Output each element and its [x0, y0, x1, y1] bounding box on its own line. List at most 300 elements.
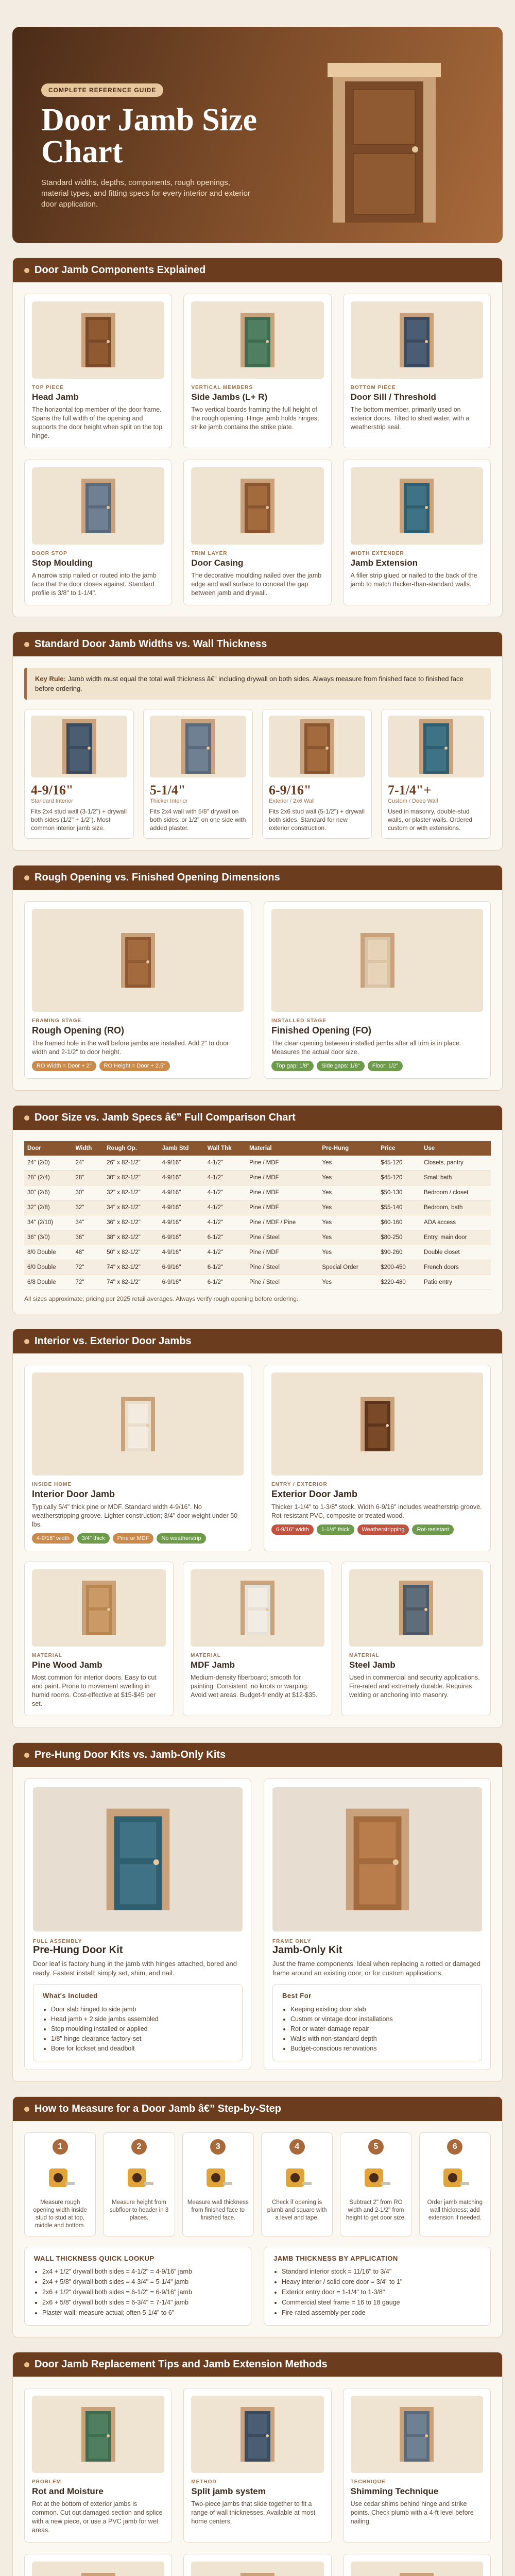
- kit-list-item: • Stop moulding installed or applied: [51, 2024, 233, 2034]
- table-cell: Yes: [319, 1171, 377, 1185]
- kit-card: [24, 1778, 251, 2070]
- jamb-title: Exterior Door Jamb: [271, 1489, 358, 1499]
- table-cell: Yes: [319, 1200, 377, 1215]
- spec-chip: No weatherstrip: [157, 1533, 205, 1544]
- width-image: [31, 716, 127, 777]
- table-cell: Yes: [319, 1215, 377, 1230]
- opening-desc: The framed hole in the wall before jambs are installed. Add 2" to door width and 2-1/2" to door height.: [32, 1040, 229, 1056]
- tip-tag: METHOD: [191, 2479, 217, 2485]
- table-cell: Pine / MDF: [246, 1200, 319, 1215]
- component-image: [191, 301, 323, 379]
- table-cell: 4-9/16": [159, 1245, 204, 1260]
- table-cell: 4-1/2": [204, 1185, 246, 1200]
- door-icon: [180, 718, 216, 775]
- table-cell: 4-1/2": [204, 1215, 246, 1230]
- section-header: [13, 1106, 502, 1130]
- step-number: 2: [131, 2139, 147, 2155]
- table-cell: 34" x 82-1/2": [104, 1200, 159, 1215]
- component-tag: BOTTOM PIECE: [350, 385, 396, 391]
- step-desc: Measure rough opening width inside stud to stud at top, middle and bottom.: [33, 2199, 87, 2229]
- table-cell: 6-1/2": [204, 1275, 246, 1290]
- table-cell: $80-250: [377, 1230, 421, 1245]
- spec-chip: Rot-resistant: [412, 1524, 453, 1535]
- table-cell: 8/0 Double: [24, 1245, 73, 1260]
- table-cell: Special Order: [319, 1260, 377, 1275]
- table-row: [24, 1200, 491, 1215]
- jamb-desc: Thicker 1-1/4" to 1-3/8" stock. Width 6-9/16" includes weatherstrip groove. Rot-resistant PVC, composite or treated wood.: [271, 1503, 482, 1519]
- door-icon: [80, 312, 116, 368]
- table-cell: 6/0 Double: [24, 1260, 73, 1275]
- door-icon: [359, 1396, 396, 1452]
- tip-tag: PROBLEM: [32, 2479, 61, 2485]
- component-tag: TRIM LAYER: [191, 551, 228, 556]
- step-image: [187, 2159, 249, 2195]
- door-icon: [120, 1396, 156, 1452]
- table-cell: 38" x 82-1/2": [104, 1230, 159, 1245]
- table-cell: 36" x 82-1/2": [104, 1215, 159, 1230]
- table-cell: 4-9/16": [159, 1200, 204, 1215]
- table-cell: 24": [73, 1156, 104, 1171]
- table-cell: 4-9/16": [159, 1171, 204, 1185]
- table-cell: $50-130: [377, 1185, 421, 1200]
- table-cell: Yes: [319, 1230, 377, 1245]
- width-label: Standard Interior: [31, 798, 73, 804]
- spec-chip: Pine or MDF: [113, 1533, 154, 1544]
- table-cell: 34" (2/10): [24, 1215, 73, 1230]
- door-icon: [299, 718, 335, 775]
- step-card: [419, 2132, 491, 2236]
- lookup-item: • 2x4 + 5/8" drywall both sides = 4-3/4" = 5-1/4" jamb: [42, 2277, 242, 2287]
- table-cell: $55-140: [377, 1200, 421, 1215]
- component-image: [32, 467, 164, 545]
- width-value: 6-9/16": [269, 783, 312, 798]
- door-icon: [359, 932, 396, 989]
- table-cell: 30": [73, 1185, 104, 1200]
- table-header: Pre-Hung: [319, 1141, 377, 1156]
- material-tag: MATERIAL: [191, 1653, 221, 1658]
- table-row: [24, 1245, 491, 1260]
- section-title: Door Jamb Replacement Tips and Jamb Extension Methods: [35, 2359, 328, 2370]
- width-image: [150, 716, 246, 777]
- step-desc: Order jamb matching wall thickness; add extension if needed.: [427, 2199, 483, 2221]
- table-cell: 74" x 82-1/2": [104, 1275, 159, 1290]
- door-icon: [344, 1805, 411, 1913]
- door-icon: [80, 478, 116, 534]
- width-card: [381, 709, 491, 839]
- spec-chip: RO Width = Door + 2": [32, 1061, 96, 1071]
- material-title: MDF Jamb: [191, 1660, 235, 1670]
- step-image: [29, 2159, 91, 2195]
- tip-title: Shimming Technique: [350, 2486, 439, 2496]
- component-desc: A filler strip glued or nailed to the back of the jamb to match thicker-than-standard walls.: [350, 572, 477, 588]
- comparison-table-section: [12, 1105, 503, 1314]
- material-image: [32, 1569, 166, 1647]
- width-card: [24, 709, 134, 839]
- component-image: [351, 301, 483, 379]
- opening-title: Finished Opening (FO): [271, 1025, 371, 1036]
- table-cell: 50" x 82-1/2": [104, 1245, 159, 1260]
- tip-card: [24, 2554, 172, 2576]
- component-card: [183, 460, 331, 605]
- door-icon: [399, 312, 435, 368]
- door-icon: [239, 2572, 276, 2576]
- door-icon: [399, 2572, 435, 2576]
- table-cell: 32" (2/8): [24, 1200, 73, 1215]
- table-cell: 30" x 82-1/2": [104, 1171, 159, 1185]
- door-icon: [399, 478, 435, 534]
- material-desc: Most common for interior doors. Easy to cut and paint. Prone to movement swelling in humid rooms. Cost-effective at $15-$45 per set.: [32, 1674, 157, 1707]
- tip-image: [351, 2562, 483, 2576]
- table-cell: Pine / Steel: [246, 1275, 319, 1290]
- kit-list-item: • Rot or water-damage repair: [290, 2024, 472, 2034]
- kit-list-title: What's Included: [43, 1992, 98, 1999]
- step-number: 6: [447, 2139, 462, 2155]
- step-desc: Measure height from subfloor to header in 3 places.: [109, 2199, 169, 2221]
- material-tag: MATERIAL: [32, 1653, 62, 1658]
- width-card: [262, 709, 372, 839]
- step-card: [182, 2132, 254, 2236]
- tip-desc: Rot at the bottom of exterior jambs is common. Cut out damaged section and splice with a new piece, or use a PVC jamb for wet areas.: [32, 2500, 163, 2534]
- hero-subtitle: Standard widths, depths, components, rough openings, material types, and fitting specs for every interior and exterior door application.: [41, 178, 251, 209]
- section-header: [13, 1743, 502, 1767]
- spec-chip: 6-9/16" width: [271, 1524, 314, 1535]
- opening-title: Rough Opening (RO): [32, 1025, 124, 1036]
- hero-badge: COMPLETE REFERENCE GUIDE: [41, 83, 163, 97]
- tip-image: [351, 2396, 483, 2473]
- table-row: [24, 1275, 491, 1290]
- section-title: How to Measure for a Door Jamb â€” Step-by-Step: [35, 2103, 281, 2114]
- door-icon: [418, 718, 454, 775]
- material-card: [24, 1562, 174, 1716]
- component-card: [343, 294, 491, 448]
- components-section: [12, 258, 503, 617]
- width-value: 7-1/4"+: [388, 783, 432, 798]
- table-cell: Closets, pantry: [421, 1156, 491, 1171]
- spec-chip: 4-9/16" width: [32, 1533, 74, 1544]
- door-frame-illustration: [312, 63, 456, 228]
- kit-list-item: • Head jamb + 2 side jambs assembled: [51, 2014, 233, 2024]
- tip-desc: Two-piece jambs that slide together to fit a range of wall thicknesses. Available at most home centers.: [191, 2500, 316, 2525]
- jamb-thickness-list: [264, 2247, 491, 2326]
- lookup-item: • 2x6 + 5/8" drywall both sides = 6-3/4" = 7-1/4" jamb: [42, 2297, 242, 2308]
- measure-section: [12, 2096, 503, 2337]
- material-title: Pine Wood Jamb: [32, 1660, 102, 1670]
- component-desc: The horizontal top member of the door frame. Spans the full width of the opening and supports the door height when split on the top hinge.: [32, 406, 162, 439]
- table-cell: $90-260: [377, 1245, 421, 1260]
- section-title: Door Size vs. Jamb Specs â€” Full Comparison Chart: [35, 1112, 296, 1123]
- thickness-item: • Fire-rated assembly per code: [282, 2308, 481, 2318]
- lookup-title: WALL THICKNESS QUICK LOOKUP: [34, 2255, 154, 2262]
- width-value: 5-1/4": [150, 783, 186, 798]
- section-header: [13, 1329, 502, 1353]
- component-desc: The bottom member, primarily used on exterior doors. Tilted to shed water, with a weatherstrip seal.: [350, 406, 470, 431]
- table-cell: $200-450: [377, 1260, 421, 1275]
- component-tag: WIDTH EXTENDER: [350, 551, 404, 556]
- door-icon: [239, 2406, 276, 2463]
- section-header: [13, 258, 502, 282]
- kit-list-item: • Budget-conscious renovations: [290, 2044, 472, 2054]
- prehung-section: [12, 1742, 503, 2082]
- section-title: Standard Door Jamb Widths vs. Wall Thickness: [35, 638, 267, 650]
- door-icon: [120, 932, 156, 989]
- tape-measure-icon: [282, 2161, 313, 2192]
- table-row: [24, 1215, 491, 1230]
- jamb-tag: ENTRY / EXTERIOR: [271, 1482, 328, 1487]
- table-cell: Pine / Steel: [246, 1230, 319, 1245]
- jamb-image: [271, 1372, 483, 1476]
- tip-desc: Use cedar shims behind hinge and strike points. Check plumb with a 4-ft level before nailing.: [350, 2500, 474, 2525]
- table-cell: 6-9/16": [159, 1230, 204, 1245]
- tip-card: [24, 2388, 172, 2543]
- table-cell: Double closet: [421, 1245, 491, 1260]
- thickness-item: • Exterior entry door = 1-1/4" to 1-3/8": [282, 2287, 481, 2297]
- section-header: [13, 632, 502, 656]
- width-image: [269, 716, 365, 777]
- table-cell: 28": [73, 1171, 104, 1185]
- kit-list-item: • Door slab hinged to side jamb: [51, 2005, 233, 2014]
- spec-chip: Side gaps: 1/8": [317, 1061, 364, 1071]
- table-cell: Bedroom / closet: [421, 1185, 491, 1200]
- kit-title: Pre-Hung Door Kit: [33, 1944, 123, 1956]
- table-cell: Pine / MDF: [246, 1156, 319, 1171]
- kit-tag: FRAME ONLY: [272, 1939, 312, 1944]
- table-cell: 4-1/2": [204, 1245, 246, 1260]
- table-row: [24, 1260, 491, 1275]
- tip-card: [183, 2554, 331, 2576]
- width-desc: Fits 2x4 stud wall (3-1/2") + drywall both sides (1/2" + 1/2"). Most common interior jamb size.: [31, 808, 127, 832]
- table-cell: Small bath: [421, 1171, 491, 1185]
- component-title: Stop Moulding: [32, 558, 93, 568]
- table-cell: Entry, main door: [421, 1230, 491, 1245]
- component-card: [24, 460, 172, 605]
- step-desc: Subtract 2" from RO width and 2-1/2" from height to get door size.: [346, 2199, 406, 2221]
- table-cell: Pine / MDF: [246, 1185, 319, 1200]
- width-image: [388, 716, 484, 777]
- table-cell: Pine / MDF: [246, 1171, 319, 1185]
- component-card: [343, 460, 491, 605]
- component-desc: A narrow strip nailed or routed into the jamb face that the door closes against. Standard profile is 3/8" to 1-1/4".: [32, 572, 157, 597]
- rough-opening-section: [12, 865, 503, 1091]
- table-cell: 4-9/16": [159, 1156, 204, 1171]
- jamb-desc: Typically 5/4" thick pine or MDF. Standard width 4-9/16". No weatherstripping groove. Lighter construction; 3/4" door weight under 50 lbs.: [32, 1503, 238, 1528]
- component-image: [351, 467, 483, 545]
- width-label: Exterior / 2x6 Wall: [269, 798, 315, 804]
- kit-title: Jamb-Only Kit: [272, 1944, 342, 1956]
- tape-measure-icon: [202, 2161, 233, 2192]
- table-cell: French doors: [421, 1260, 491, 1275]
- tip-card: [183, 2388, 331, 2543]
- table-cell: Yes: [319, 1275, 377, 1290]
- kit-list: [272, 1984, 482, 2061]
- width-card: [143, 709, 253, 839]
- table-cell: $45-120: [377, 1171, 421, 1185]
- tip-image: [191, 2396, 323, 2473]
- table-cell: ADA access: [421, 1215, 491, 1230]
- interior-exterior-section: [12, 1329, 503, 1728]
- kit-image: [272, 1787, 482, 1931]
- material-card: [341, 1562, 491, 1716]
- jamb-image: [32, 1372, 244, 1476]
- table-cell: 4-1/2": [204, 1200, 246, 1215]
- section-header: [13, 2097, 502, 2121]
- width-value: 4-9/16": [31, 783, 74, 798]
- table-row: [24, 1156, 491, 1171]
- opening-card: [264, 901, 491, 1079]
- table-cell: 6-9/16": [159, 1260, 204, 1275]
- tape-measure-icon: [124, 2161, 154, 2192]
- kit-desc: Door leaf is factory hung in the jamb with hinges attached, bored and ready. Fastest install; simply set, shim, and nail.: [33, 1960, 237, 1977]
- door-icon: [239, 312, 276, 368]
- table-cell: $45-120: [377, 1156, 421, 1171]
- table-cell: 32" x 82-1/2": [104, 1185, 159, 1200]
- door-icon: [81, 1580, 117, 1636]
- tip-card: [343, 2388, 491, 2543]
- tape-measure-icon: [360, 2161, 391, 2192]
- component-tag: TOP PIECE: [32, 385, 64, 391]
- table-header: Price: [377, 1141, 421, 1156]
- table-cell: 36": [73, 1230, 104, 1245]
- table-cell: 36" (3/0): [24, 1230, 73, 1245]
- table-cell: 4-9/16": [159, 1215, 204, 1230]
- kit-desc: Just the frame components. Ideal when replacing a rotted or damaged frame around an existing door, or for custom applications.: [272, 1960, 480, 1977]
- width-label: Custom / Deep Wall: [388, 798, 438, 804]
- table-cell: 28" (2/4): [24, 1171, 73, 1185]
- table-cell: 30" (2/6): [24, 1185, 73, 1200]
- kit-card: [264, 1778, 491, 2070]
- width-desc: Fits 2x4 wall with 5/8" drywall on both sides, or 1/2" on one side with added plaster.: [150, 808, 246, 832]
- tip-image: [32, 2562, 164, 2576]
- component-title: Side Jambs (L+ R): [191, 392, 268, 402]
- table-header: Use: [421, 1141, 491, 1156]
- door-icon: [239, 1580, 276, 1636]
- material-image: [349, 1569, 483, 1647]
- table-cell: 4-9/16": [159, 1185, 204, 1200]
- opening-image: [32, 909, 244, 1012]
- step-card: [24, 2132, 96, 2236]
- key-rule-note: [24, 668, 491, 700]
- table-cell: $60-160: [377, 1215, 421, 1230]
- opening-tag: FRAMING STAGE: [32, 1018, 82, 1024]
- component-title: Head Jamb: [32, 392, 79, 402]
- page-title: Door Jamb Size Chart: [41, 103, 258, 170]
- table-cell: Yes: [319, 1185, 377, 1200]
- thickness-item: • Heavy interior / solid core door = 3/4" to 1": [282, 2277, 481, 2287]
- component-title: Jamb Extension: [350, 558, 418, 568]
- step-number: 3: [210, 2139, 226, 2155]
- door-icon: [61, 718, 97, 775]
- door-icon: [399, 2406, 435, 2463]
- spec-chip: Top gap: 1/8": [271, 1061, 314, 1071]
- spec-chip: 1-1/4" thick: [317, 1524, 354, 1535]
- jamb-type-card: [264, 1365, 491, 1551]
- jamb-tag: INSIDE HOME: [32, 1482, 72, 1487]
- table-cell: 6/8 Double: [24, 1275, 73, 1290]
- lookup-item: • 2x4 + 1/2" drywall both sides = 4-1/2" = 4-9/16" jamb: [42, 2266, 242, 2277]
- component-desc: The decorative moulding nailed over the jamb edge and wall surface to conceal the gap between jamb and drywall.: [191, 572, 322, 597]
- table-cell: Bedroom, bath: [421, 1200, 491, 1215]
- table-cell: 72": [73, 1275, 104, 1290]
- spec-chip: Weatherstripping: [357, 1524, 409, 1535]
- jamb-type-card: [24, 1365, 251, 1551]
- section-header: [13, 866, 502, 890]
- component-tag: VERTICAL MEMBERS: [191, 385, 253, 391]
- step-image: [108, 2159, 170, 2195]
- table-cell: 72": [73, 1260, 104, 1275]
- table-header: Wall Thk: [204, 1141, 246, 1156]
- component-title: Door Casing: [191, 558, 244, 568]
- lookup-item: • Plaster wall: measure actual; often 5-1/4" to 6": [42, 2308, 242, 2318]
- kit-tag: FULL ASSEMBLY: [33, 1939, 82, 1944]
- spec-chip: Floor: 1/2": [368, 1061, 403, 1071]
- width-desc: Used in masonry, double-stud walls, or plaster walls. Ordered custom or with extensions.: [388, 808, 473, 832]
- spec-chip: RO Height = Door + 2.5": [99, 1061, 170, 1071]
- step-desc: Measure wall thickness from finished face to finished face.: [187, 2199, 249, 2221]
- table-cell: Pine / Steel: [246, 1260, 319, 1275]
- section-title: Rough Opening vs. Finished Opening Dimensions: [35, 872, 280, 883]
- material-image: [191, 1569, 324, 1647]
- component-image: [191, 467, 323, 545]
- step-image: [345, 2159, 407, 2195]
- material-tag: MATERIAL: [349, 1653, 380, 1658]
- thickness-item: • Commercial steel frame = 16 to 18 gauge: [282, 2297, 481, 2308]
- step-card: [261, 2132, 333, 2236]
- table-cell: 34": [73, 1215, 104, 1230]
- step-image: [424, 2159, 486, 2195]
- table-cell: Yes: [319, 1245, 377, 1260]
- component-desc: Two vertical boards framing the full height of the rough opening. Hinge jamb holds hinges; strike jamb contains the strike plate.: [191, 406, 319, 431]
- door-icon: [80, 2406, 116, 2463]
- component-tag: DOOR STOP: [32, 551, 67, 556]
- tape-measure-icon: [45, 2161, 76, 2192]
- hero-banner: [12, 27, 503, 243]
- table-row: [24, 1171, 491, 1185]
- tip-image: [32, 2396, 164, 2473]
- kit-list-item: • Custom or vintage door installations: [290, 2014, 472, 2024]
- tip-card: [343, 2554, 491, 2576]
- component-image: [32, 301, 164, 379]
- table-cell: Pine / MDF / Pine: [246, 1215, 319, 1230]
- component-card: [183, 294, 331, 448]
- door-icon: [105, 1805, 171, 1913]
- tip-image: [191, 2562, 323, 2576]
- step-card: [103, 2132, 175, 2236]
- table-cell: Pine / MDF: [246, 1245, 319, 1260]
- thickness-item: • Standard interior stock = 11/16" to 3/4": [282, 2266, 481, 2277]
- table-header: Rough Op.: [104, 1141, 159, 1156]
- tips-section: [12, 2352, 503, 2576]
- material-desc: Used in commercial and security applications. Fire-rated and extremely durable. Requires welding or anchoring into masonry.: [349, 1674, 480, 1699]
- table-cell: 6-1/2": [204, 1260, 246, 1275]
- kit-list-item: • Walls with non-standard depth: [290, 2034, 472, 2044]
- kit-list-item: • 1/8" hinge clearance factory-set: [51, 2034, 233, 2044]
- table-row: [24, 1185, 491, 1200]
- section-title: Interior vs. Exterior Door Jambs: [35, 1335, 192, 1347]
- material-desc: Medium-density fiberboard; smooth for painting. Consistent; no knots or warping. Avoid wet areas. Budget-friendly at $12-$35.: [191, 1674, 318, 1699]
- door-icon: [239, 478, 276, 534]
- kit-list-title: Best For: [282, 1992, 312, 1999]
- kit-image: [33, 1787, 243, 1931]
- material-title: Steel Jamb: [349, 1660, 396, 1670]
- door-icon: [80, 2572, 116, 2576]
- opening-tag: INSTALLED STAGE: [271, 1018, 327, 1024]
- section-title: Pre-Hung Door Kits vs. Jamb-Only Kits: [35, 1749, 226, 1760]
- door-icon: [398, 1580, 434, 1636]
- table-cell: Yes: [319, 1156, 377, 1171]
- tape-measure-icon: [439, 2161, 470, 2192]
- table-cell: 26" x 82-1/2": [104, 1156, 159, 1171]
- table-cell: 48": [73, 1245, 104, 1260]
- widths-section: [12, 632, 503, 851]
